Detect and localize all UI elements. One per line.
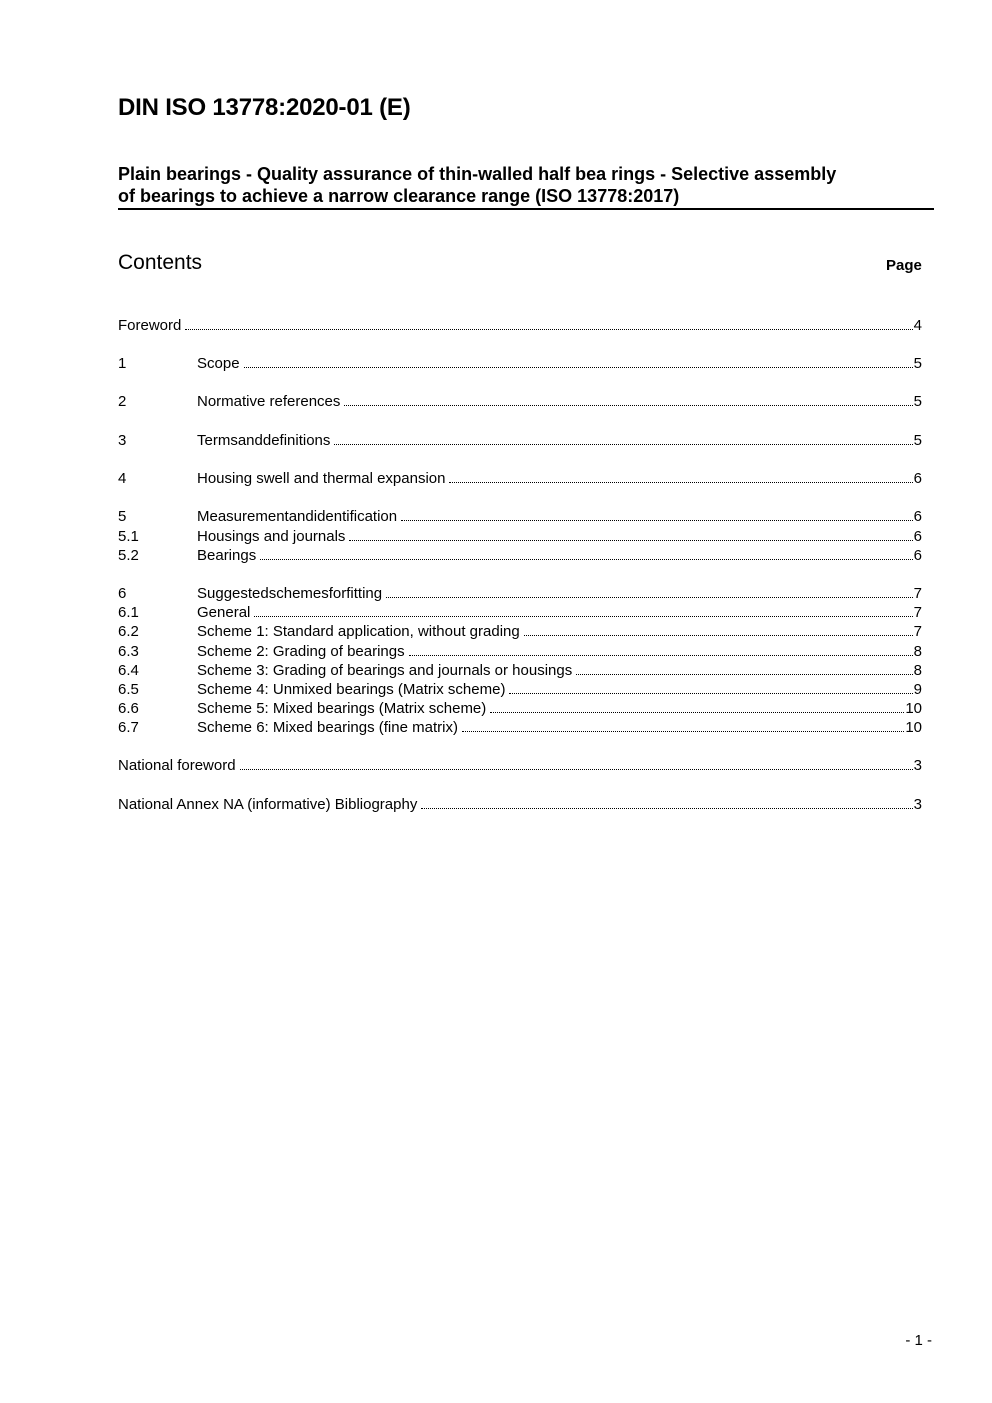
toc-entry-page: 8 bbox=[913, 643, 922, 660]
toc-entry-number: 5 bbox=[118, 508, 127, 525]
toc-entry-title: Scheme 1: Standard application, without grading bbox=[197, 623, 520, 640]
toc-dot-leader bbox=[349, 528, 912, 541]
toc-entry[interactable] bbox=[118, 469, 922, 488]
toc-entry-title: General bbox=[197, 604, 251, 621]
toc-entry-title: National foreword bbox=[118, 757, 236, 774]
toc-entry-number: 6.7 bbox=[118, 719, 139, 736]
toc-entry-number: 4 bbox=[118, 470, 127, 487]
toc-dot-leader bbox=[449, 470, 912, 483]
toc-entry-number: 3 bbox=[118, 432, 127, 449]
toc-entry-page: 3 bbox=[913, 757, 922, 774]
toc-entry-page: 10 bbox=[905, 700, 922, 717]
toc-dot-leader bbox=[490, 700, 904, 713]
toc-entry-page: 5 bbox=[913, 393, 922, 410]
toc-entry[interactable] bbox=[118, 316, 922, 335]
toc-entry-page: 5 bbox=[913, 355, 922, 372]
toc-entry[interactable] bbox=[118, 795, 922, 814]
toc-entry-title: Scheme 4: Unmixed bearings (Matrix scheme) bbox=[197, 681, 506, 698]
toc-entry-title: Bearings bbox=[197, 547, 257, 564]
toc-dot-leader bbox=[409, 643, 913, 656]
toc-entry-number: 6.4 bbox=[118, 662, 139, 679]
toc-entry-page: 7 bbox=[913, 623, 922, 640]
toc-entry-title: Scheme 3: Grading of bearings and journals or housings bbox=[197, 662, 573, 679]
toc-entry-page: 10 bbox=[905, 719, 922, 736]
toc-entry[interactable] bbox=[118, 622, 922, 641]
toc-entry-page: 6 bbox=[913, 508, 922, 525]
toc-entry-page: 8 bbox=[913, 662, 922, 679]
toc-entry-title: Housings and journals bbox=[197, 528, 346, 545]
toc-entry[interactable] bbox=[118, 718, 922, 737]
toc-dot-leader bbox=[334, 432, 912, 445]
document-title-line-1: Plain bearings - Quality assurance of thin-walled half bea rings - Selective assembly bbox=[118, 164, 837, 184]
toc-dot-leader bbox=[421, 796, 912, 809]
toc-dot-leader bbox=[344, 393, 912, 406]
page-column-label: Page bbox=[886, 257, 922, 274]
toc-entry-page: 5 bbox=[913, 432, 922, 449]
document-title bbox=[118, 163, 934, 210]
toc-entry-number: 5.1 bbox=[118, 528, 139, 545]
toc-entry-title: Suggestedschemesforfitting bbox=[197, 585, 383, 602]
toc-entry[interactable] bbox=[118, 680, 922, 699]
toc-entry-number: 5.2 bbox=[118, 547, 139, 564]
toc-entry[interactable] bbox=[118, 584, 922, 603]
toc-dot-leader bbox=[185, 317, 912, 330]
toc-entry[interactable] bbox=[118, 661, 922, 680]
toc-entry[interactable] bbox=[118, 642, 922, 661]
toc-entry-page: 6 bbox=[913, 470, 922, 487]
toc-dot-leader bbox=[260, 547, 912, 560]
footer-page-number: - 1 - bbox=[905, 1332, 932, 1349]
toc-entry-title: Scope bbox=[197, 355, 240, 372]
toc-entry[interactable] bbox=[118, 603, 922, 622]
contents-heading: Contents bbox=[118, 251, 203, 274]
toc-entry[interactable] bbox=[118, 699, 922, 718]
toc-entry-number: 2 bbox=[118, 393, 127, 410]
toc-entry-page: 6 bbox=[913, 547, 922, 564]
toc-dot-leader bbox=[240, 757, 913, 770]
toc-entry[interactable] bbox=[118, 431, 922, 450]
toc-entry-page: 9 bbox=[913, 681, 922, 698]
toc-entry-title: Scheme 2: Grading of bearings bbox=[197, 643, 405, 660]
toc-dot-leader bbox=[401, 508, 913, 521]
toc-entry-page: 4 bbox=[913, 317, 922, 334]
toc-entry-title: Measurementandidentification bbox=[197, 508, 398, 525]
toc-entry-title: Scheme 6: Mixed bearings (fine matrix) bbox=[197, 719, 458, 736]
document-identifier: DIN ISO 13778:2020-01 (E) bbox=[118, 94, 411, 121]
toc-entry-number: 6 bbox=[118, 585, 127, 602]
toc-entry-page: 3 bbox=[913, 796, 922, 813]
toc-entry-page: 7 bbox=[913, 585, 922, 602]
toc-entry-number: 6.6 bbox=[118, 700, 139, 717]
toc-entry[interactable] bbox=[118, 392, 922, 411]
toc-entry-number: 1 bbox=[118, 355, 127, 372]
toc-entry[interactable] bbox=[118, 507, 922, 526]
toc-entry-title: Normative references bbox=[197, 393, 341, 410]
document-title-line-2: of bearings to achieve a narrow clearance range (ISO 13778:2017) bbox=[118, 186, 680, 206]
toc-dot-leader bbox=[244, 355, 913, 368]
toc-dot-leader bbox=[254, 604, 912, 617]
toc-entry-title: Foreword bbox=[118, 317, 182, 334]
toc-entry-number: 6.5 bbox=[118, 681, 139, 698]
toc-entry-number: 6.3 bbox=[118, 643, 139, 660]
toc-dot-leader bbox=[509, 681, 912, 694]
toc-entry-page: 7 bbox=[913, 604, 922, 621]
toc-entry-title: Housing swell and thermal expansion bbox=[197, 470, 446, 487]
toc-dot-leader bbox=[576, 662, 912, 675]
toc-entry[interactable] bbox=[118, 527, 922, 546]
toc-entry[interactable] bbox=[118, 756, 922, 775]
toc-entry-number: 6.1 bbox=[118, 604, 139, 621]
toc-entry-title: National Annex NA (informative) Bibliography bbox=[118, 796, 418, 813]
toc-entry-number: 6.2 bbox=[118, 623, 139, 640]
toc-entry[interactable] bbox=[118, 354, 922, 373]
toc-dot-leader bbox=[386, 585, 913, 598]
toc-dot-leader bbox=[524, 623, 913, 636]
toc-entry[interactable] bbox=[118, 546, 922, 565]
toc-entry-title: Scheme 5: Mixed bearings (Matrix scheme) bbox=[197, 700, 487, 717]
toc-entry-page: 6 bbox=[913, 528, 922, 545]
toc-dot-leader bbox=[462, 719, 904, 732]
toc-entry-title: Termsanddefinitions bbox=[197, 432, 331, 449]
